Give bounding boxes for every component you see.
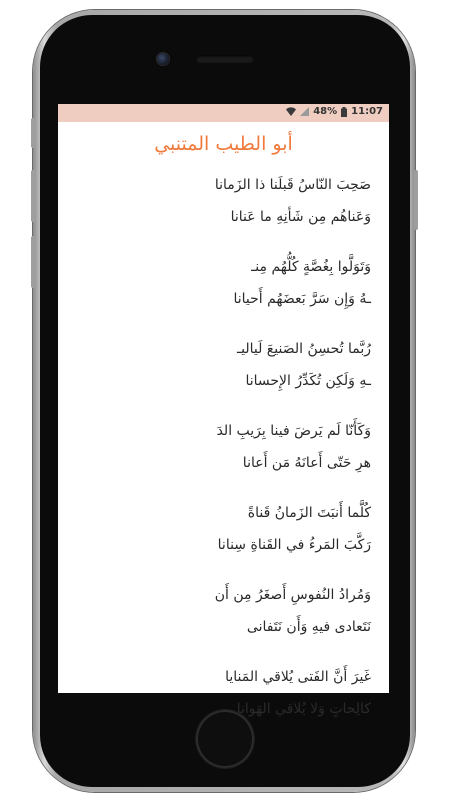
verse-first-hemistich: غَيرَ أَنَّ الفَتى يُلاقي المَنايا xyxy=(225,669,371,685)
verse-second-hemistich: رَكَّبَ المَرءُ في القَناةِ سِنانا xyxy=(217,537,371,553)
front-camera xyxy=(157,53,169,65)
stanza xyxy=(70,415,371,479)
verse-first-hemistich: وَمُرادُ النُفوسِ أَصغَرُ مِن أَن xyxy=(214,587,371,603)
page-title: أبو الطيب المتنبي xyxy=(154,133,293,155)
verse-second-hemistich: نَتَعادى فيهِ وَأَن نَتَفانى xyxy=(246,619,371,635)
verse-second-hemistich: وَعَناهُم مِن شَأنِهِ ما عَنانا xyxy=(230,209,371,225)
verse-first-hemistich: رُبَّما تُحسِنُ الصَنيعَ لَياليـ xyxy=(237,341,371,357)
battery-icon xyxy=(341,107,347,117)
stanza xyxy=(70,251,371,315)
status-bar xyxy=(58,104,389,122)
verse-first-hemistich: وَتَوَلَّوا بِغُصَّةٍ كُلُّهُم مِنـ xyxy=(251,259,371,275)
stanza xyxy=(70,579,371,643)
stanza xyxy=(70,333,371,397)
verse-first-hemistich: كُلَّما أَنبَتَ الزَمانُ قَناةً xyxy=(247,505,371,521)
volume-up-button xyxy=(31,170,35,222)
mute-switch xyxy=(31,118,35,148)
verse-second-hemistich: كالِحاتٍ وَلا يُلاقي الهَوانا xyxy=(236,701,371,717)
stanza xyxy=(70,497,371,561)
earpiece-speaker xyxy=(196,55,254,63)
signal-icon xyxy=(300,107,309,116)
stanza xyxy=(70,661,371,725)
volume-down-button xyxy=(31,236,35,288)
wifi-icon xyxy=(286,107,296,116)
battery-percent: 48% xyxy=(313,106,338,117)
verse-second-hemistich: ـهُ وَإِن سَرَّ بَعضَهُم أَحيانا xyxy=(233,291,371,307)
verse-first-hemistich: وَكَأَنّا لَم يَرضَ فينا بِرَيبِ الدَ xyxy=(216,423,371,439)
status-time: 11:07 xyxy=(351,106,383,117)
poem[interactable] xyxy=(58,169,389,725)
verse-first-hemistich: صَحِبَ النّاسُ قَبلَنا ذا الزَمانا xyxy=(214,177,371,193)
app-screen xyxy=(58,104,389,717)
stanza xyxy=(70,169,371,233)
verse-second-hemistich: هرِ حَتّى أَعانَهُ مَن أَعانا xyxy=(242,455,371,471)
verse-second-hemistich: ـهِ وَلَكِن تُكَدِّرُ الإِحسانا xyxy=(245,373,371,389)
power-button xyxy=(414,170,418,230)
status-icons xyxy=(286,106,383,117)
